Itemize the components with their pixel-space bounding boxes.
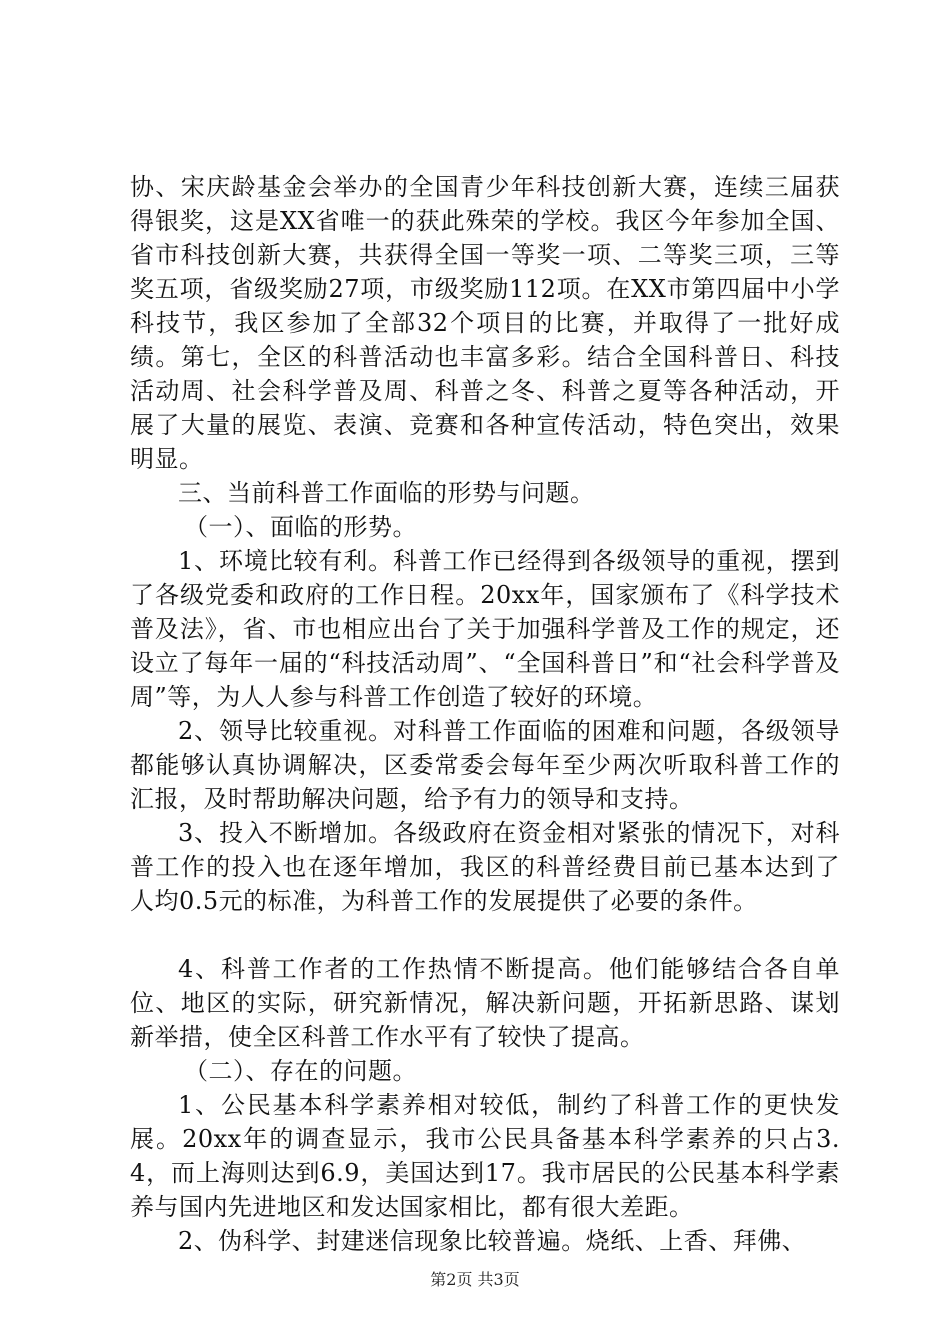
subsection-heading-problems: （二）、存在的问题。	[184, 1057, 417, 1085]
paragraph-leadership: 2、领导比较重视。对科普工作面临的困难和问题，各级领导都能够认真协调解决，区委常委会每年至少两次听取科普工作的汇报，及时帮助解决问题，给予有力的领导和支持。	[130, 717, 840, 813]
paragraph-enthusiasm: 4、科普工作者的工作热情不断提高。他们能够结合各自单位、地区的实际，研究新情况，解决新问题，开拓新思路、谋划新举措，使全区科普工作水平有了较快了提高。	[130, 955, 840, 1051]
paragraph-investment: 3、投入不断增加。各级政府在资金相对紧张的情况下，对科普工作的投入也在逐年增加，我区的科普经费目前已基本达到了人均0.5元的标准，为科普工作的发展提供了必要的条件。	[130, 819, 840, 915]
page-footer: 第2页 共3页	[430, 1270, 520, 1289]
paragraph-awards-and-activities: 协、宋庆龄基金会举办的全国青少年科技创新大赛，连续三届获得银奖，这是XX省唯一的获此殊荣的学校。我区今年参加全国、省市科技创新大赛，共获得全国一等奖一项、二等奖三项，三等奖五项，省级奖励27项，市级奖励112项。在XX市第四届中小学科技节，我区参加了全部32个项目的比赛，并取得了一批好成绩。第七，全区的科普活动也丰富多彩。结合全国科普日、科技活动周、社会科学普及周、科普之冬、科普之夏等各种活动，开展了大量的展览、表演、竞赛和各种宣传活动，特色突出，效果明显。	[130, 173, 840, 473]
paragraph-environment: 1、环境比较有利。科普工作已经得到各级领导的重视，摆到了各级党委和政府的工作日程。20xx年，国家颁布了《科学技术普及法》，省、市也相应出台了关于加强科学普及工作的规定，还设立了每年一届的“科技活动周”、“全国科普日”和“社会科学普及周”等，为人人参与科普工作创造了较好的环境。	[130, 547, 840, 711]
subsection-heading-situation: （一）、面临的形势。	[184, 513, 417, 541]
section-heading-situation-and-problems: 三、当前科普工作面临的形势与问题。	[178, 479, 595, 507]
document-body	[130, 170, 840, 1258]
paragraph-superstition: 2、伪科学、封建迷信现象比较普遍。烧纸、上香、拜佛、	[178, 1227, 807, 1255]
paragraph-science-literacy: 1、公民基本科学素养相对较低，制约了科普工作的更快发展。20xx年的调查显示，我市公民具备基本科学素养的只占3.4，而上海则达到6.9，美国达到17。我市居民的公民基本科学素养与国内先进地区和发达国家相比，都有很大差距。	[130, 1091, 840, 1221]
